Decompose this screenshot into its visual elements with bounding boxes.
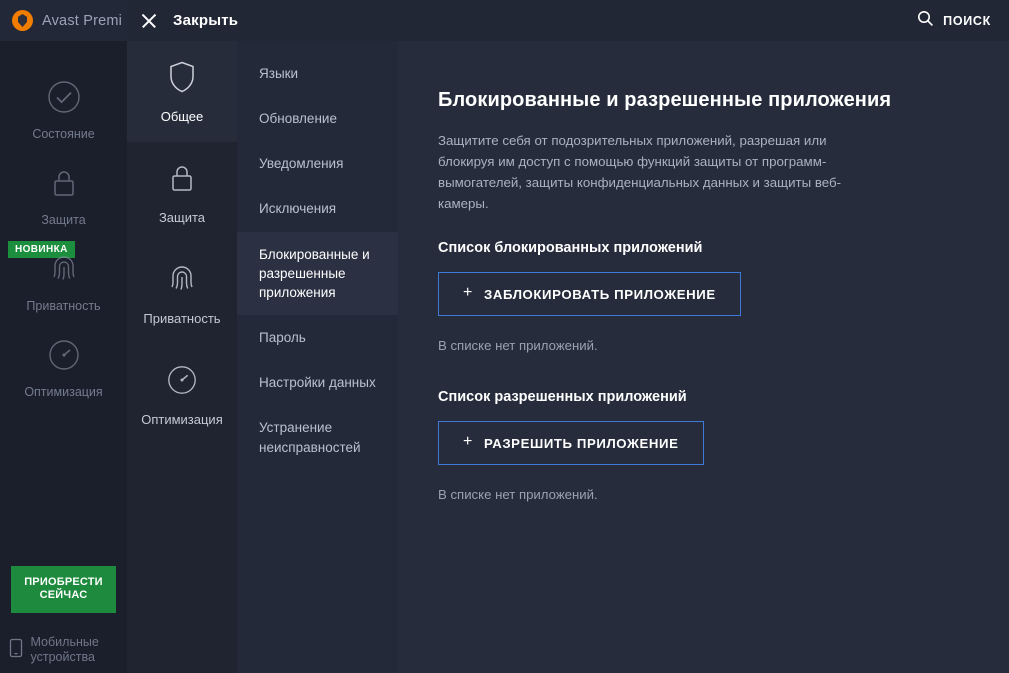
settings-tab-performance[interactable]	[127, 344, 237, 445]
sidebar-item-protection[interactable]	[0, 153, 127, 239]
settings-secondary-nav	[237, 41, 398, 673]
settings-tab-label: Приватность	[143, 310, 221, 326]
settings-overlay	[127, 0, 1009, 673]
settings-subitem-update[interactable]: Обновление	[259, 111, 337, 127]
settings-subitem-troubleshooting[interactable]: Устранение неисправностей	[259, 420, 361, 455]
sidebar-item-status[interactable]	[0, 67, 127, 153]
settings-tab-label: Общее	[160, 108, 204, 124]
blocked-apps-empty-note: В списке нет приложений.	[438, 338, 598, 353]
search-button-label: ПОИСК	[943, 13, 991, 28]
settings-subitem-exceptions[interactable]: Исключения	[259, 201, 337, 217]
speedometer-icon	[47, 338, 81, 375]
mobile-device-icon	[9, 638, 23, 662]
search-button[interactable]	[917, 10, 991, 32]
section-spacer	[438, 353, 969, 389]
allow-application-button-label: РАЗРЕШИТЬ ПРИЛОЖЕНИЕ	[483, 435, 679, 451]
blocked-apps-section-title: Список блокированных приложений	[438, 240, 703, 256]
block-application-button[interactable]	[438, 272, 741, 316]
check-circle-icon	[47, 80, 81, 117]
app-title: Avast Premi	[42, 12, 123, 29]
block-application-button-label: ЗАБЛОКИРОВАТЬ ПРИЛОЖЕНИЕ	[483, 286, 716, 302]
shield-icon	[167, 60, 197, 97]
lock-icon	[49, 166, 79, 203]
sidebar-item-performance[interactable]	[0, 325, 127, 411]
sidebar-item-label: Защита	[41, 212, 86, 227]
allowed-apps-section-title: Список разрешенных приложений	[438, 389, 687, 405]
fingerprint-icon	[167, 262, 197, 299]
settings-tab-privacy[interactable]	[127, 243, 237, 344]
sidebar-item-privacy[interactable]	[0, 239, 127, 325]
fingerprint-icon	[49, 252, 79, 289]
sidebar-item-label: Оптимизация	[24, 384, 103, 399]
settings-header	[127, 0, 1009, 41]
search-icon	[917, 10, 934, 32]
sidebar-bottom-group	[0, 566, 127, 673]
settings-primary-nav	[127, 41, 237, 673]
settings-tab-label: Защита	[158, 209, 206, 225]
buy-now-button[interactable]: ПРИОБРЕСТИ СЕЙЧАС	[11, 566, 116, 614]
settings-tab-general[interactable]	[127, 41, 237, 142]
close-icon	[139, 11, 159, 31]
app-sidebar	[0, 41, 127, 673]
close-button-label: Закрыть	[173, 12, 239, 29]
allow-application-button[interactable]	[438, 421, 704, 465]
page-description: Защитите себя от подозрительных приложений, разрешая или блокируя им доступ с помощью функций защиты от программ-вымогателей, защиты конфиденциальных данных и защиты веб-камеры.	[438, 133, 842, 211]
settings-body	[127, 41, 1009, 673]
settings-subitem-languages[interactable]: Языки	[259, 66, 299, 81]
avast-logo-icon	[12, 10, 33, 31]
page-title: Блокированные и разрешенные приложения	[438, 89, 892, 111]
settings-subitem-notifications[interactable]: Уведомления	[259, 156, 344, 172]
settings-tab-protection[interactable]	[127, 142, 237, 243]
allowed-apps-empty-note: В списке нет приложений.	[438, 487, 598, 502]
plus-icon: +	[463, 433, 473, 450]
close-button[interactable]	[139, 11, 238, 31]
status-badge: НОВИНКА	[8, 241, 75, 258]
sidebar-item-label: Состояние	[32, 126, 95, 141]
settings-content-pane	[398, 41, 1009, 673]
sidebar-item-label: Приватность	[26, 298, 101, 313]
settings-tab-label: Оптимизация	[141, 411, 223, 427]
speedometer-icon	[166, 363, 198, 400]
sidebar-item-label: Мобильные устройства	[30, 635, 99, 664]
sidebar-item-mobile-devices[interactable]	[5, 635, 123, 665]
settings-subitem-password[interactable]: Пароль	[259, 330, 306, 346]
plus-icon: +	[463, 284, 473, 301]
settings-subitem-data-settings[interactable]: Настройки данных	[259, 375, 376, 391]
settings-subitem-blocked-allowed-apps[interactable]: Блокированные и разрешенные приложения	[237, 232, 398, 315]
lock-icon	[167, 161, 197, 198]
